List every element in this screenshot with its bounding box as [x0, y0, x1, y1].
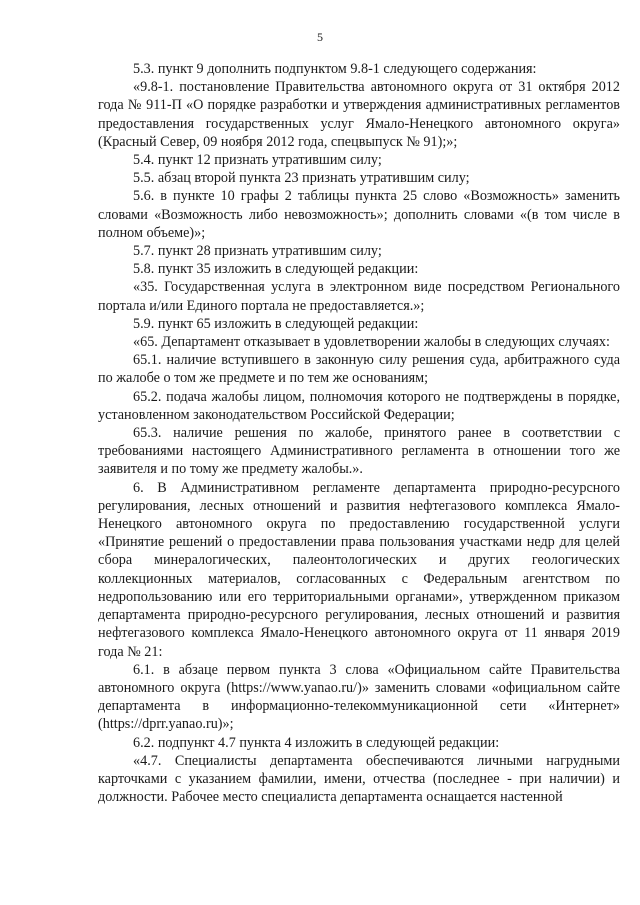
paragraph: 5.5. абзац второй пункта 23 признать утратившим силу;	[133, 170, 470, 187]
paragraph: 5.4. пункт 12 признать утратившим силу;	[133, 152, 382, 169]
page-number: 5	[317, 30, 323, 44]
paragraph: 5.8. пункт 35 изложить в следующей редакции:	[133, 261, 419, 278]
paragraph: «9.8-1. постановление Правительства автономного округа от 31 октября 2012 года № 911-П «О порядке разработки и утверждения административных регламентов предоставления государственных услуг Ямало-Ненецкого автономного округа» (Красный Север, 09 ноября 2012 года, спецвыпуск № 91);»;	[98, 79, 620, 150]
paragraph: «35. Государственная услуга в электронном виде посредством Регионального портала и/или Единого портала не предоставляется.»;	[98, 279, 620, 314]
paragraph: 5.7. пункт 28 признать утратившим силу;	[133, 243, 382, 260]
paragraph: 5.9. пункт 65 изложить в следующей редакции:	[133, 315, 419, 332]
paragraph: 5.6. в пункте 10 графы 2 таблицы пункта 25 слово «Возможность» заменить словами «Возможность либо невозможность»; дополнить словами «(в том числе в полном объеме)»;	[98, 188, 620, 241]
paragraph: 5.3. пункт 9 дополнить подпунктом 9.8-1 следующего содержания:	[133, 61, 537, 77]
paragraph: 6. В Административном регламенте департамента природно-ресурсного регулирования, лесных отношений и развития нефтегазового комплекса Ямало-Ненецкого автономного округа по предоставлению государственной услуги «Принятие решений о предоставлении права пользования участками недр для целей сбора минералогических, палеонтологических и других геологических коллекционных материалов, согласованных с Федеральным агентством по недропользованию или его территориальными органами», утвержденном приказом департамента природно-ресурсного регулирования, лесных отношений и развития нефтегазового комплекса Ямало-Ненецкого автономного округа от 11 января 2019 года № 21:	[98, 479, 620, 660]
paragraph: «4.7. Специалисты департамента обеспечиваются личными нагрудными карточками с указанием фамилии, имени, отчества (последнее - при наличии) и должности. Рабочее место специалиста департамента оснащается настенной	[98, 752, 620, 806]
paragraph: 6.2. подпункт 4.7 пункта 4 изложить в следующей редакции:	[133, 734, 500, 751]
paragraph: 6.1. в абзаце первом пункта 3 слова «Официальном сайте Правительства автономного округа (https://www.yanao.ru/)» заменить словами «официальном сайте департамента в информационно-телекоммуникационной сети «Интернет» (https://dprr.yanao.ru)»;	[98, 661, 620, 733]
paragraph: 65.2. подача жалобы лицом, полномочия которого не подтверждены в порядке, установленном законодательством Российской Федерации;	[98, 388, 620, 423]
document-body	[98, 60, 620, 806]
paragraph: 65.3. наличие решения по жалобе, принятого ранее в соответствии с требованиями настоящего Административного регламента в отношении того же заявителя и по тому же предмету жалобы.».	[98, 425, 620, 478]
paragraph: 65.1. наличие вступившего в законную силу решения суда, арбитражного суда по жалобе о том же предмете и по тем же основаниям;	[98, 352, 620, 387]
paragraph: «65. Департамент отказывает в удовлетворении жалобы в следующих случаях:	[133, 334, 610, 351]
